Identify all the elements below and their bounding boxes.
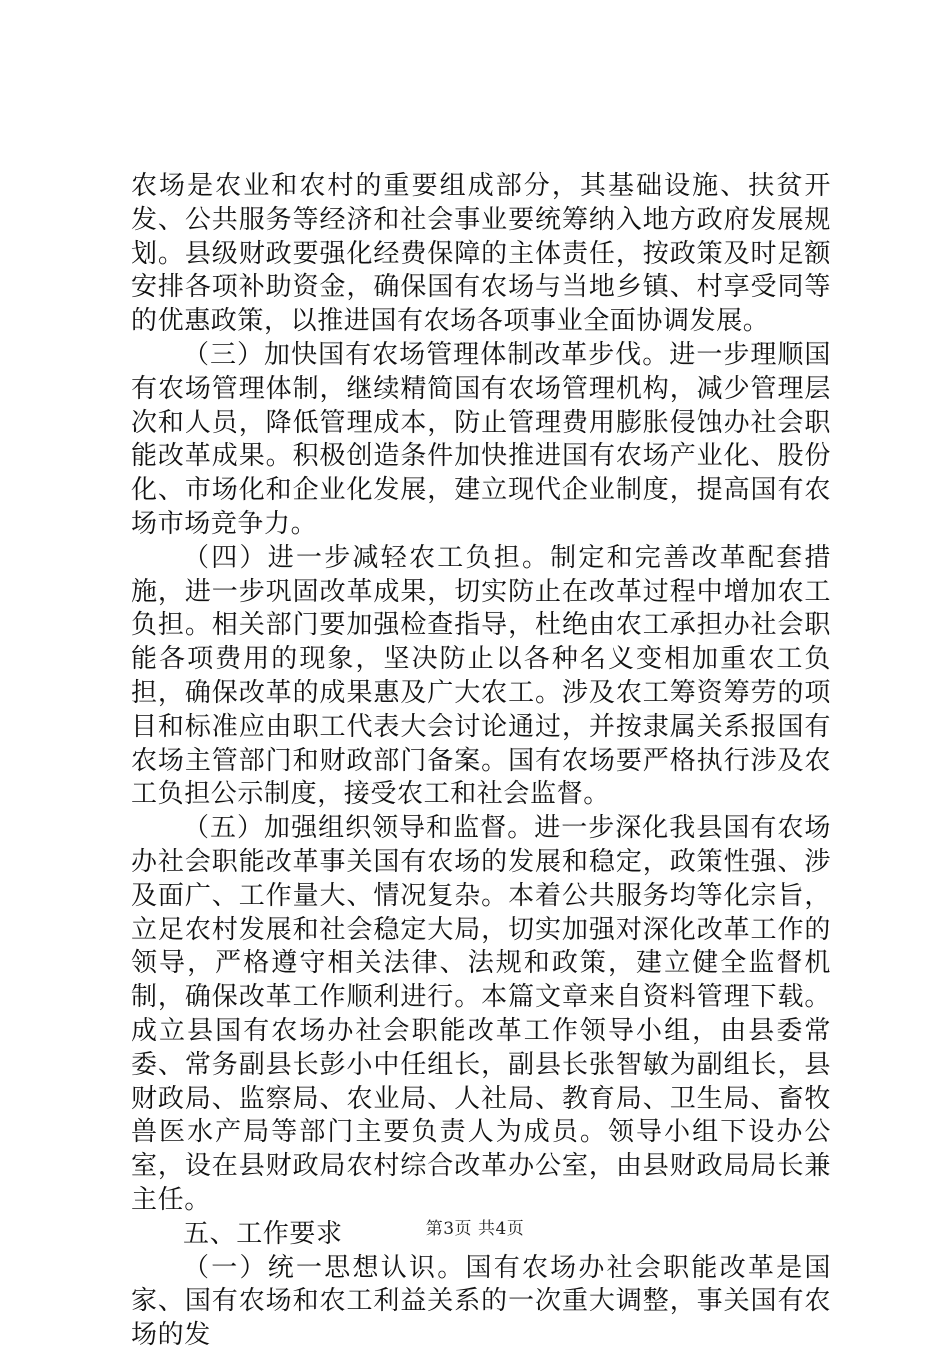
paragraph-requirement-one: （一）统一思想认识。国有农场办社会职能改革是国家、国有农场和农工利益关系的一次重大调整，事关国有农场的发 — [131, 1252, 831, 1351]
document-body — [131, 170, 831, 1353]
paragraph-section-four: （四）进一步减轻农工负担。制定和完善改革配套措施，进一步巩固改革成果，切实防止在改革过程中增加农工负担。相关部门要加强检查指导，杜绝由农工承担办社会职能各项费用的现象，坚决防止以各种名义变相加重农工负担，确保改革的成果惠及广大农工。涉及农工筹资筹劳的项目和标准应由职工代表大会讨论通过，并按隶属关系报国有农场主管部门和财政部门备案。国有农场要严格执行涉及农工负担公示制度，接受农工和社会监督。 — [131, 542, 831, 810]
section-heading-work-requirements: 五、工作要求 — [183, 1218, 343, 1249]
page-number-footer: 第3页 共4页 — [425, 1219, 525, 1239]
paragraph-continuation: 农场是农业和农村的重要组成部分，其基础设施、扶贫开发、公共服务等经济和社会事业要统筹纳入地方政府发展规划。县级财政要强化经费保障的主体责任，按政策及时足额安排各项补助资金，确保国有农场与当地乡镇、村享受同等的优惠政策，以推进国有农场各项事业全面协调发展。 — [131, 171, 831, 337]
paragraph-section-five: （五）加强组织领导和监督。进一步深化我县国有农场办社会职能改革事关国有农场的发展和稳定，政策性强、涉及面广、工作量大、情况复杂。本着公共服务均等化宗旨，立足农村发展和社会稳定大局，切实加强对深化改革工作的领导，严格遵守相关法律、法规和政策，建立健全监督机制，确保改革工作顺利进行。本篇文章来自资料管理下载。成立县国有农场办社会职能改革工作领导小组，由县委常委、常务副县长彭小中任组长，副县长张智敏为副组长，县财政局、监察局、农业局、人社局、教育局、卫生局、畜牧兽医水产局等部门主要负责人为成员。领导小组下设办公室，设在县财政局农村综合改革办公室，由县财政局局长兼主任。 — [131, 813, 831, 1215]
paragraph-section-three: （三）加快国有农场管理体制改革步伐。进一步理顺国有农场管理体制，继续精简国有农场管理机构，减少管理层次和人员，降低管理成本，防止管理费用膨胀侵蚀办社会职能改革成果。积极创造条件加快推进国有农场产业化、股份化、市场化和企业化发展，建立现代企业制度，提高国有农场市场竞争力。 — [131, 339, 831, 539]
